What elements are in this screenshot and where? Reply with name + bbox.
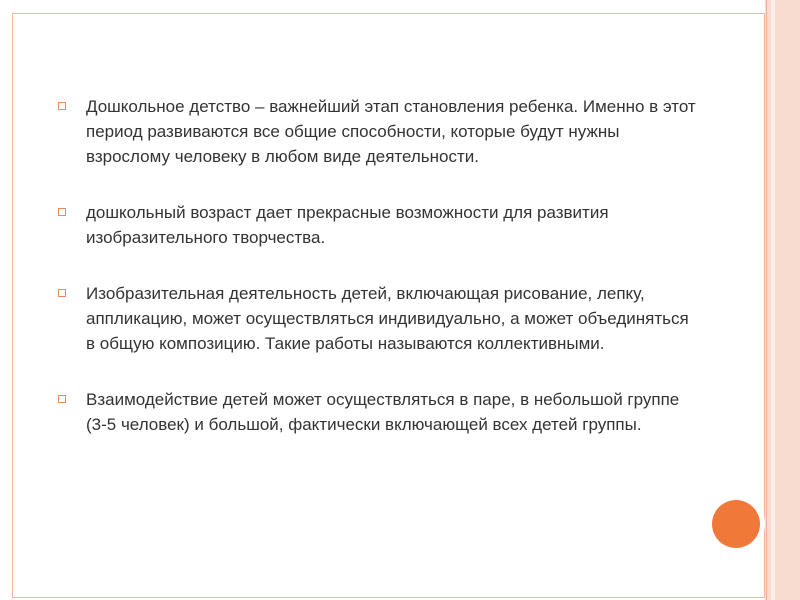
- orange-circle-decoration: [712, 500, 760, 548]
- bullet-item: [58, 94, 698, 169]
- square-bullet-icon: [58, 289, 66, 297]
- bullet-list: [58, 94, 698, 437]
- bullet-text: дошкольный возраст дает прекрасные возможности для развития изобразительного творчества.: [86, 203, 609, 247]
- bullet-item: [58, 281, 698, 356]
- square-bullet-icon: [58, 395, 66, 403]
- right-rail-border: [766, 0, 767, 600]
- square-bullet-icon: [58, 208, 66, 216]
- bullet-item: [58, 200, 698, 250]
- bullet-text: Изобразительная деятельность детей, включающая рисование, лепку, аппликацию, может осуществляться индивидуально, а может объединяться в общую композицию. Такие работы называются коллективными.: [86, 284, 689, 353]
- right-rail-highlight: [771, 0, 775, 600]
- bullet-item: [58, 387, 698, 437]
- bullet-text: Взаимодействие детей может осуществляться в паре, в небольшой группе (3-5 человек) и большой, фактически включающей всех детей группы.: [86, 390, 680, 434]
- square-bullet-icon: [58, 102, 66, 110]
- bullet-text: Дошкольное детство – важнейший этап становления ребенка. Именно в этот период развиваются все общие способности, которые будут нужны взрослому человеку в любом виде деятельности.: [86, 97, 696, 166]
